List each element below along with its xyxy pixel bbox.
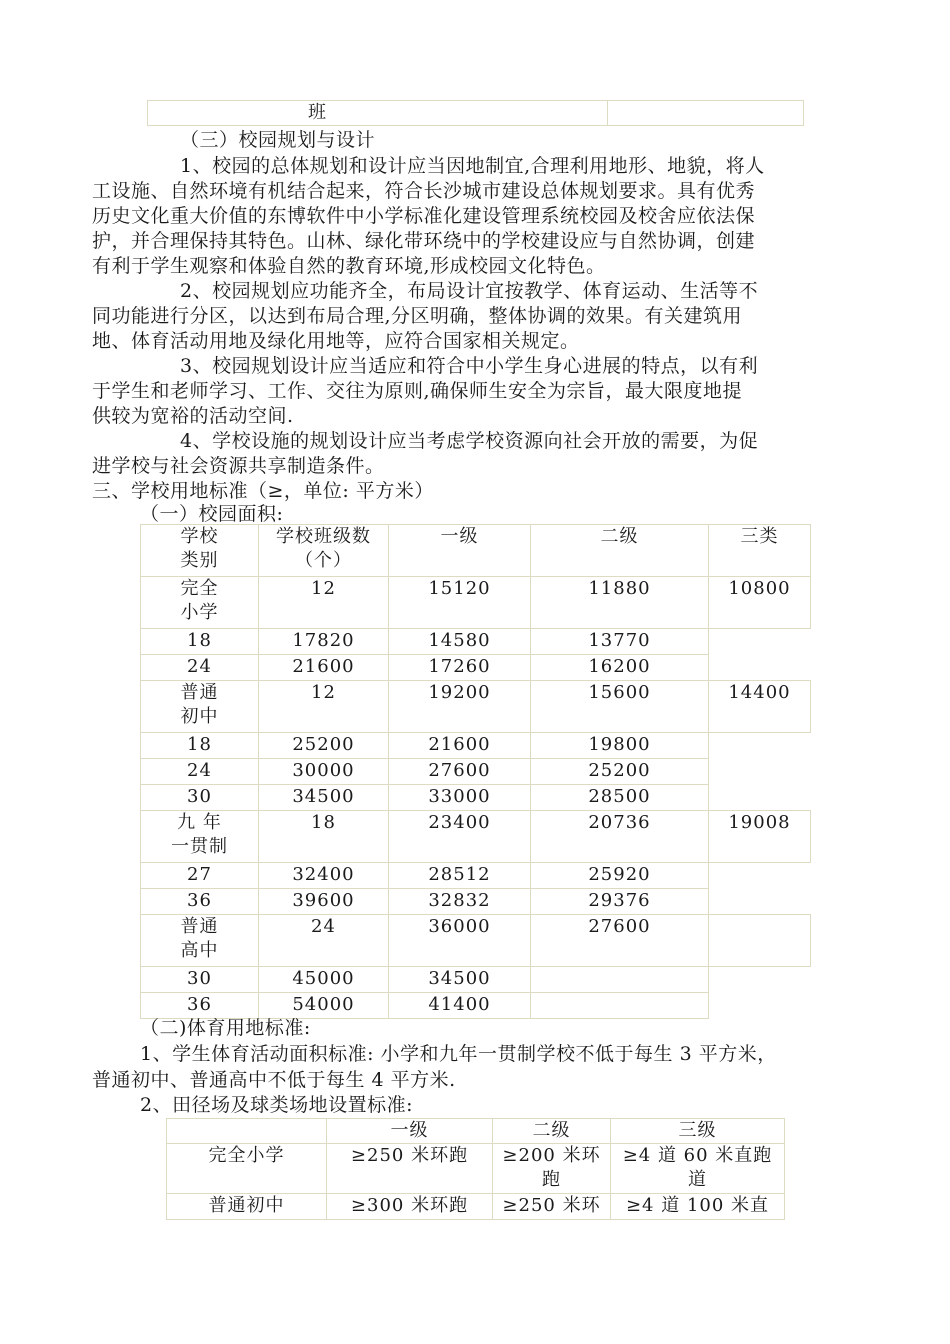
header-level-3: 三类 [709,525,811,577]
track-field-table [166,1118,785,1220]
table-row: 24 30000 27600 25200 [141,759,811,785]
para-1-line-4: 护，并合理保持其特色。山林、绿化带环绕中的学校建设应与自然协调，创建 [92,230,756,252]
section-3-3-heading: （三）校园规划与设计 [180,129,376,151]
header-class-count: 学校班级数 （个） [259,525,389,577]
para-3-line-2: 于学生和老师学习、工作、交往为原则,确保师生安全为宗旨，最大限度地提 [92,380,743,402]
track-header-level-3: 三级 [611,1119,785,1144]
top-table-fragment [147,100,804,126]
header-level-1: 一级 [389,525,531,577]
sports-land-subtitle: （二)体育用地标准: [140,1017,311,1039]
para-4-line-2: 进学校与社会资源共享制造条件。 [92,455,385,477]
sports-para-1-line-2: 普通初中、普通高中不低于每生 4 平方米. [92,1069,456,1091]
table-row: 36 39600 32832 29376 [141,889,811,915]
track-header-row [167,1119,785,1144]
table-row: 36 54000 41400 [141,993,811,1019]
para-1-line-3: 历史文化重大价值的东博软件中小学标准化建设管理系统校园及校舍应依法保 [92,205,756,227]
table-row: 普通 初中 12 19200 15600 14400 [141,681,811,733]
table-row: 完全小学 ≥250 米环跑 ≥200 米环 跑 ≥4 道 60 米直跑 道 [167,1144,785,1194]
para-3-line-1: 3、校园规划设计应当适应和符合中小学生身心进展的特点，以有利 [180,355,759,377]
table-row: 普通初中 ≥300 米环跑 ≥250 米环 ≥4 道 100 米直 [167,1194,785,1220]
table-row: 24 21600 17260 16200 [141,655,811,681]
para-2-line-3: 地、体育活动用地及绿化用地等，应符合国家相关规定。 [92,330,580,352]
para-2-line-2: 同功能进行分区，以达到布局合理,分区明确，整体协调的效果。有关建筑用 [92,305,743,327]
campus-area-table [140,524,811,1019]
table-row: 九 年 一贯制 18 23400 20736 19008 [141,811,811,863]
header-school-type: 学校 类别 [141,525,259,577]
section-3-title: 三、学校用地标准（≥，单位: 平方米） [92,480,434,502]
table-row: 27 32400 28512 25920 [141,863,811,889]
para-1-line-2: 工设施、自然环境有机结合起来，符合长沙城市建设总体规划要求。具有优秀 [92,180,756,202]
top-row-cell: 班 [148,101,608,126]
sports-para-2: 2、田径场及球类场地设置标准: [140,1094,413,1116]
table-row: 18 25200 21600 19800 [141,733,811,759]
table-row: 18 17820 14580 13770 [141,629,811,655]
table-row: 普通 高中 24 36000 27600 [141,915,811,967]
table-row: 30 45000 34500 [141,967,811,993]
para-1-line-1: 1、校园的总体规划和设计应当因地制宜,合理利用地形、地貌，将人 [180,155,765,177]
campus-area-subtitle: （一）校园面积: [140,503,284,525]
para-2-line-1: 2、校园规划应功能齐全，布局设计宜按教学、体育运动、生活等不 [180,280,759,302]
header-level-2: 二级 [531,525,709,577]
sports-para-1-line-1: 1、学生体育活动面积标准: 小学和九年一贯制学校不低于每生 3 平方米， [140,1043,777,1065]
track-header-level-1: 一级 [327,1119,493,1144]
table-row: 完全 小学 12 15120 11880 10800 [141,577,811,629]
para-3-line-3: 供较为宽裕的活动空间. [92,405,294,427]
para-4-line-1: 4、学校设施的规划设计应当考虑学校资源向社会开放的需要，为促 [180,430,759,452]
table-row: 30 34500 33000 28500 [141,785,811,811]
track-header-level-2: 二级 [493,1119,611,1144]
para-1-line-5: 有利于学生观察和体验自然的教育环境,形成校园文化特色。 [92,255,606,277]
area-table-header-row [141,525,811,577]
